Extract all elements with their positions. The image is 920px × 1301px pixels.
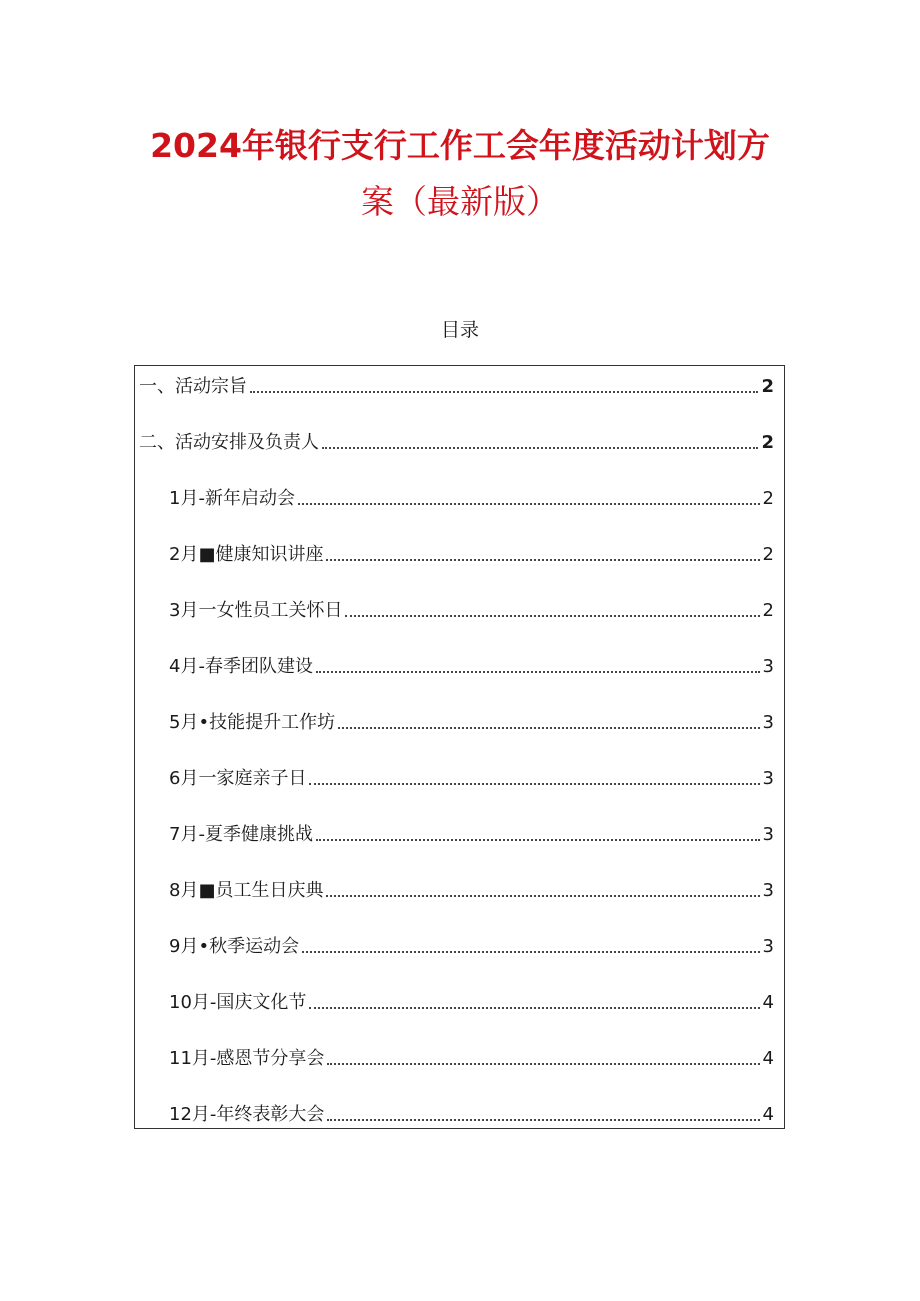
toc-entry[interactable] xyxy=(135,931,774,959)
document-title-line-1: 2024年银行支行工作工会年度活动计划方 xyxy=(150,126,770,165)
toc-entry-label: 7月-夏季健康挑战 xyxy=(169,824,313,845)
document-title xyxy=(120,118,800,230)
toc-entry-page: 4 xyxy=(762,1104,774,1125)
toc-entry[interactable] xyxy=(135,651,774,679)
toc-entry[interactable] xyxy=(135,763,774,791)
toc-leader-dots xyxy=(338,726,759,729)
toc-entry-label: 9月•秋季运动会 xyxy=(169,936,300,957)
toc-entry-label: 5月•技能提升工作坊 xyxy=(169,712,336,733)
toc-entry-page: 3 xyxy=(762,768,774,789)
toc-entry-page: 3 xyxy=(762,880,774,901)
toc-leader-dots xyxy=(316,838,760,841)
toc-entry[interactable] xyxy=(135,875,774,903)
toc-leader-dots xyxy=(309,1006,759,1009)
toc-entry-page: 3 xyxy=(762,712,774,733)
toc-entry-page: 3 xyxy=(762,656,774,677)
toc-entry-page: 2 xyxy=(762,544,774,565)
toc-leader-dots xyxy=(326,558,759,561)
toc-entry-label: 2月■健康知识讲座 xyxy=(169,544,324,565)
toc-heading: 目录 xyxy=(440,319,479,341)
toc-entry-page: 2 xyxy=(761,376,774,397)
document-title-line-2: 案（最新版） xyxy=(361,182,559,221)
toc-entry-page: 4 xyxy=(762,992,774,1013)
toc-entry-label: 6月一家庭亲子日 xyxy=(169,768,307,789)
toc-entry-page: 3 xyxy=(762,936,774,957)
toc-leader-dots xyxy=(302,950,759,953)
toc-entry-page: 2 xyxy=(762,488,774,509)
toc-entry-page: 2 xyxy=(761,432,774,453)
toc-entry-page: 2 xyxy=(762,600,774,621)
toc-leader-dots xyxy=(327,1062,759,1065)
toc-leader-dots xyxy=(345,614,759,617)
toc-entry[interactable] xyxy=(135,987,774,1015)
toc-entry-label: 10月-国庆文化节 xyxy=(169,992,307,1013)
toc-entry[interactable] xyxy=(135,483,774,511)
toc-leader-dots xyxy=(309,782,759,785)
toc-entry[interactable] xyxy=(135,1099,774,1127)
toc-entry[interactable] xyxy=(135,427,774,455)
toc-leader-dots xyxy=(316,670,760,673)
table-of-contents xyxy=(134,365,785,1129)
toc-entry-page: 3 xyxy=(762,824,774,845)
toc-entry-label: 4月-春季团队建设 xyxy=(169,656,313,677)
toc-entry-label: 8月■员工生日庆典 xyxy=(169,880,324,901)
toc-entry[interactable] xyxy=(135,1043,774,1071)
toc-leader-dots xyxy=(327,1118,759,1121)
toc-leader-dots xyxy=(250,390,758,393)
toc-entry[interactable] xyxy=(135,819,774,847)
toc-entry-label: 1月-新年启动会 xyxy=(169,488,295,509)
toc-entry-label: 11月-感恩节分享会 xyxy=(169,1048,325,1069)
toc-leader-dots xyxy=(298,502,760,505)
toc-entry-label: 一、活动宗旨 xyxy=(139,376,247,397)
toc-entry[interactable] xyxy=(135,707,774,735)
toc-entry-label: 二、活动安排及负责人 xyxy=(139,432,319,453)
toc-leader-dots xyxy=(322,446,758,449)
toc-entry[interactable] xyxy=(135,539,774,567)
toc-entry[interactable] xyxy=(135,595,774,623)
toc-entry[interactable] xyxy=(135,371,774,399)
toc-entry-label: 12月-年终表彰大会 xyxy=(169,1104,325,1125)
toc-leader-dots xyxy=(326,894,759,897)
toc-entry-page: 4 xyxy=(762,1048,774,1069)
toc-entry-label: 3月一女性员工关怀日 xyxy=(169,600,343,621)
